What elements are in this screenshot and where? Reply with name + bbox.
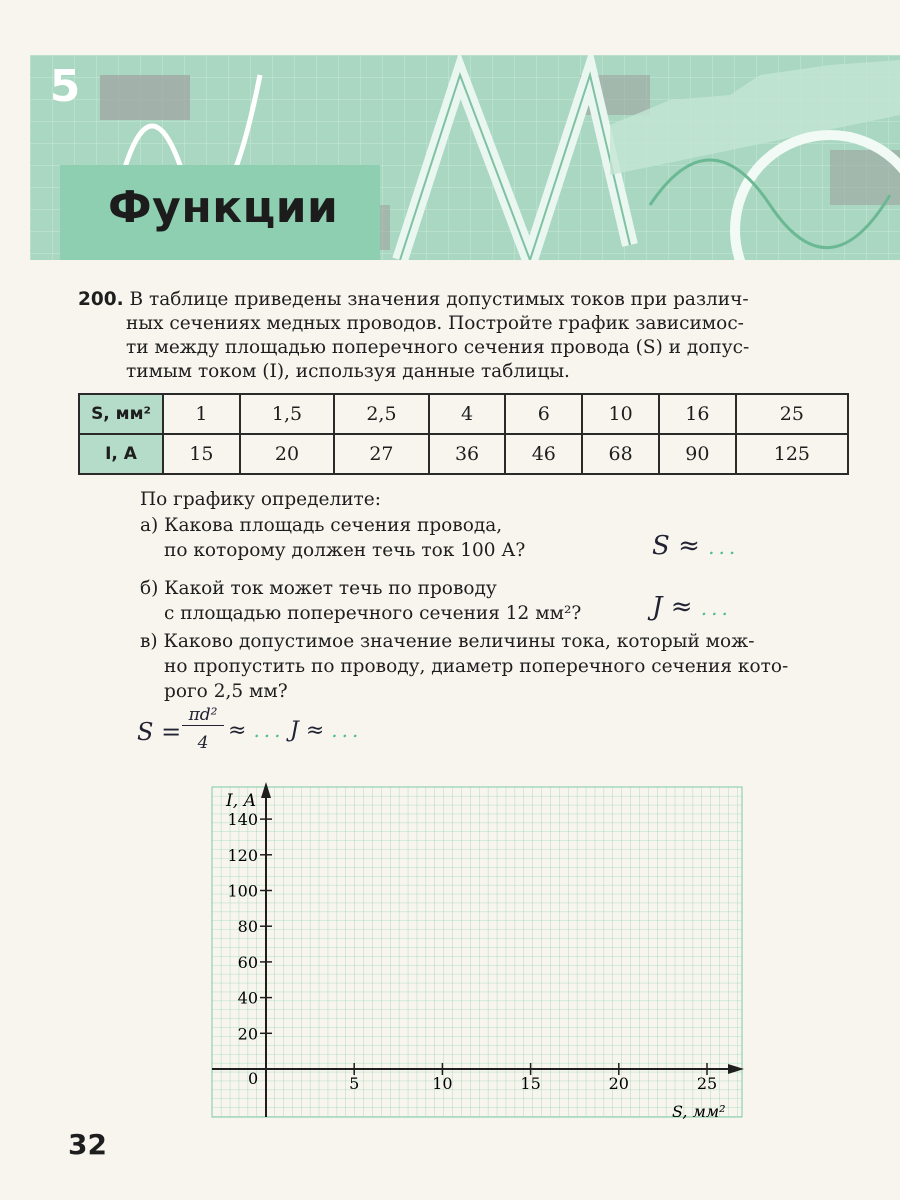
chapter-number: 5 [49,61,81,112]
questions-intro: По графику определите: [140,489,381,510]
problem-number: 200. [78,289,124,310]
row-header-s: S, мм² [79,394,163,434]
answer-b-label: J ≈ [652,592,693,622]
table-cell: 125 [736,434,848,474]
y-tick-label: 60 [237,952,258,972]
y-tick-label: 140 [227,810,258,830]
table-cell: 20 [240,434,334,474]
x-tick-label: 25 [696,1074,718,1093]
table-cell: 15 [163,434,240,474]
question-b-line-1: б) Какой ток может течь по проводу [140,578,497,599]
x-axis-label: S, мм² [672,1102,726,1121]
y-tick-label: 20 [237,1024,258,1044]
table-cell: 27 [334,434,428,474]
table-cell: 4 [429,394,506,434]
table-cell: 90 [659,434,736,474]
table-cell: 10 [582,394,659,434]
question-v-line-1: в) Каково допустимое значение величины тока, который мож- [140,631,755,652]
formula-numerator: πd² [182,705,224,726]
table-cell: 25 [736,394,848,434]
y-tick-label: 40 [237,988,258,1008]
table-cell: 1 [163,394,240,434]
problem-line-4: тимым током (I), используя данные таблицы. [126,361,570,382]
problem-line-2: ных сечениях медных проводов. Постройте график зависимос- [126,313,744,334]
answer-a-label: S ≈ [652,531,700,561]
question-a-line-1: а) Какова площадь сечения провода, [140,515,503,536]
chapter-title: Функции [108,182,339,233]
table-cell: 16 [659,394,736,434]
answer-b-dots: ... [700,596,732,620]
question-b-line-2: с площадью поперечного сечения 12 мм²? [164,603,582,624]
y-axis-label: I, А [226,791,257,811]
table-cell: 68 [582,434,659,474]
y-tick-label: 80 [237,917,258,937]
formula-denominator: 4 [197,733,209,753]
row-header-i: I, А [79,434,163,474]
x-tick-label: 15 [520,1074,541,1093]
answer-a-dots: ... [708,535,740,559]
answer-v-label: J ≈ [290,718,325,743]
x-tick-label: 20 [608,1074,629,1093]
formula-approx-sign: ≈ [228,718,247,743]
grid-area [212,787,742,1117]
y-tick-label: 100 [227,881,258,901]
x-tick-label: 10 [432,1074,453,1093]
x-tick-label: 5 [349,1074,360,1093]
problem-line-1: В таблице приведены значения допустимых токов при различ- [129,289,749,310]
formula-s: S = [137,718,182,746]
page-number: 32 [68,1128,107,1161]
answer-v-dots: ... [331,718,363,742]
table-cell: 1,5 [240,394,334,434]
table-cell: 2,5 [334,394,428,434]
table-cell: 36 [429,434,506,474]
table-cell: 46 [505,434,582,474]
y-tick-label: 120 [227,845,258,865]
question-v-line-3: рого 2,5 мм? [164,681,288,702]
question-v-line-2: но пропустить по проводу, диаметр поперечного сечения кото- [164,656,789,677]
table-cell: 6 [505,394,582,434]
formula-dots: ... [253,718,285,742]
question-a-line-2: по которому должен течь ток 100 А? [164,540,526,561]
problem-line-3: ти между площадью поперечного сечения провода (S) и допус- [126,337,750,358]
origin-label: 0 [248,1069,259,1088]
